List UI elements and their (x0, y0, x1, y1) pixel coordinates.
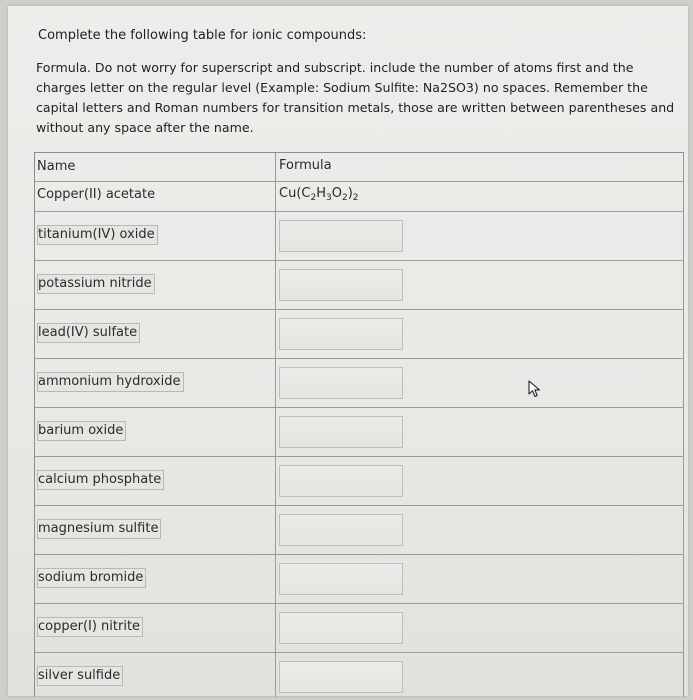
worksheet-page (8, 6, 688, 696)
table-row-example (35, 181, 683, 212)
table-row (35, 457, 683, 506)
compound-name: calcium phosphate (37, 470, 164, 490)
table-row (35, 408, 683, 457)
table-header-row (35, 153, 683, 182)
table-row (35, 359, 683, 408)
compound-name: barium oxide (37, 421, 126, 441)
table-row (35, 555, 683, 604)
example-formula: $Cu(C_2H_3O_2)_2$ (279, 186, 359, 203)
ionic-compounds-table (34, 152, 684, 697)
compound-name: copper(I) nitrite (37, 617, 143, 637)
compound-name: potassium nitride (37, 274, 155, 294)
mouse-pointer-icon (527, 380, 543, 398)
compound-name: silver sulfide (37, 666, 123, 686)
formula-answer-input[interactable] (279, 367, 403, 399)
formula-answer-input[interactable] (279, 220, 403, 252)
formula-answer-input[interactable] (279, 563, 403, 595)
question-instructions: Formula. Do not worry for superscript and subscript. include the number of atoms first and the charges letter on the regular level (Example: Sodium Sulfite: Na2SO3) no spaces. Remember the capital letters and Roman numbers for transition metals, those are written between parentheses and without any space after the name. (36, 60, 675, 135)
table-row (35, 310, 683, 359)
table-row (35, 653, 683, 696)
formula-answer-input[interactable] (279, 416, 403, 448)
table-row (35, 604, 683, 653)
header-name: Name (37, 159, 76, 174)
formula-answer-input[interactable] (279, 465, 403, 497)
table-row (35, 261, 683, 310)
formula-answer-input[interactable] (279, 318, 403, 350)
header-formula: Formula (279, 158, 332, 173)
compound-name: lead(IV) sulfate (37, 323, 140, 343)
table-row (35, 212, 683, 261)
formula-answer-input[interactable] (279, 269, 403, 301)
compound-name: ammonium hydroxide (37, 372, 184, 392)
table-row (35, 506, 683, 555)
compound-name: titanium(IV) oxide (37, 225, 158, 245)
formula-answer-input[interactable] (279, 514, 403, 546)
compound-name: magnesium sulfite (37, 519, 161, 539)
example-name: Copper(II) acetate (37, 187, 156, 202)
compound-name: sodium bromide (37, 568, 146, 588)
question-title: Complete the following table for ionic compounds: (38, 28, 367, 43)
formula-answer-input[interactable] (279, 612, 403, 644)
formula-answer-input[interactable] (279, 661, 403, 693)
